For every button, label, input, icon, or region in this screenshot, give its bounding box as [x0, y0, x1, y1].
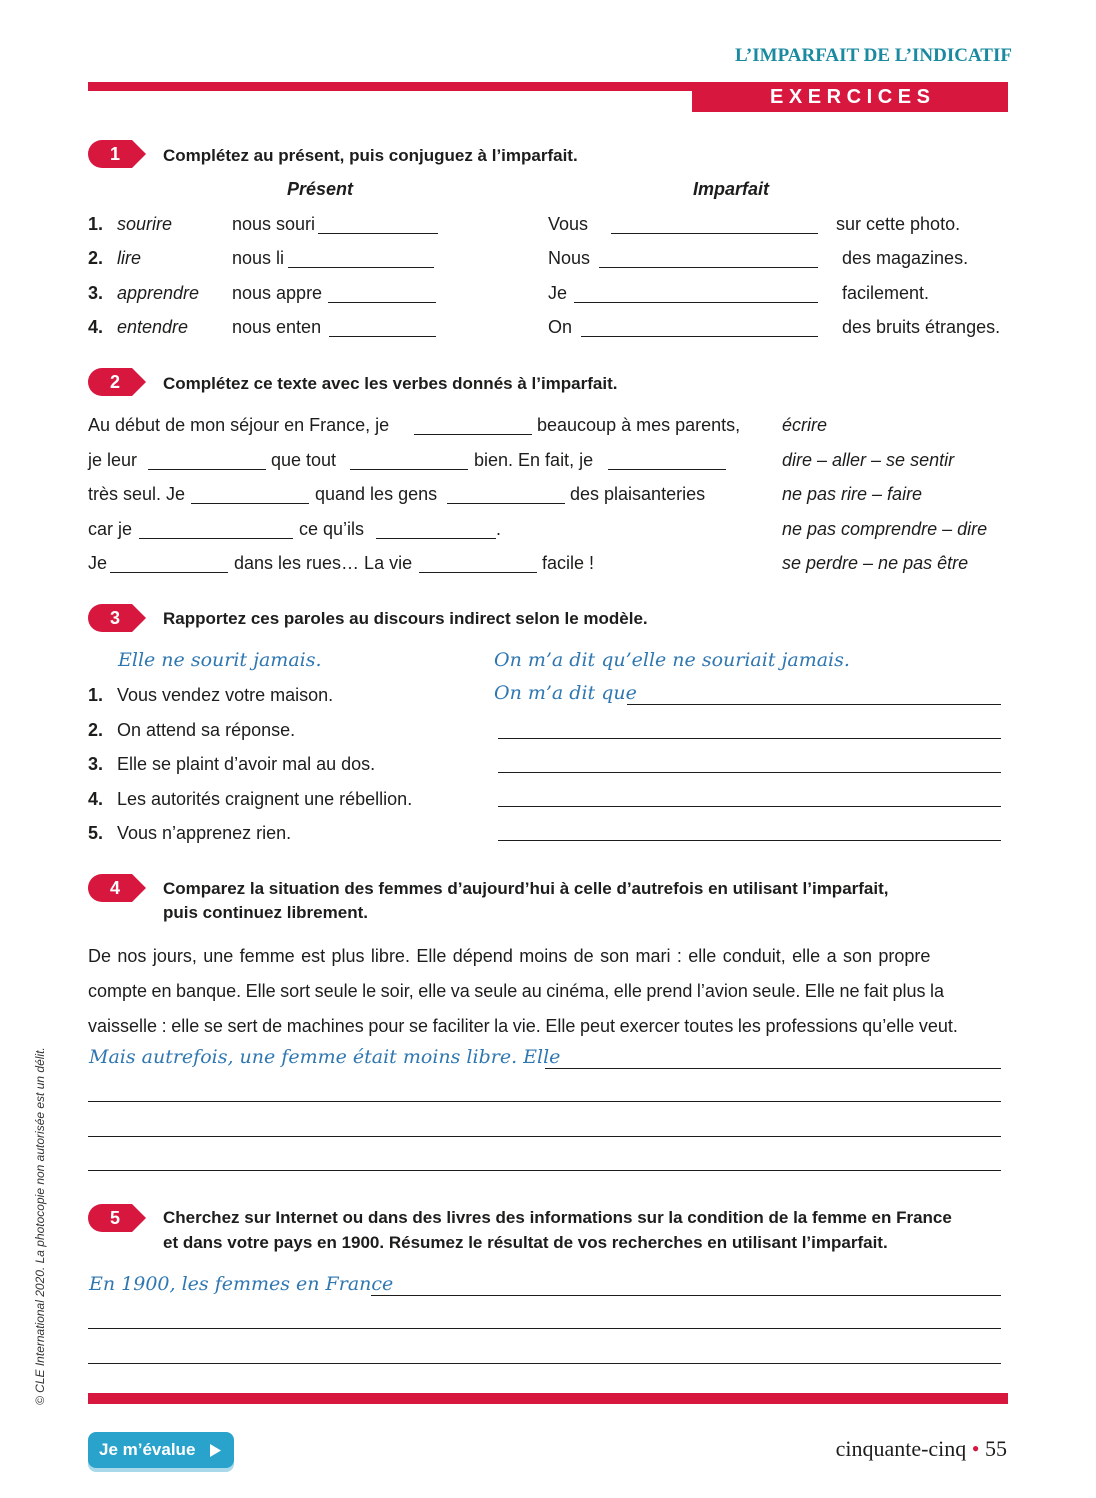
- sentence-end: facilement.: [842, 283, 930, 303]
- answer-blank[interactable]: [329, 336, 436, 337]
- text-fragment: car je: [88, 519, 133, 539]
- answer-blank[interactable]: [611, 233, 818, 234]
- answer-blank[interactable]: [288, 267, 434, 268]
- answer-blank[interactable]: [148, 469, 266, 470]
- self-assessment-label: Je m’évalue: [99, 1440, 196, 1459]
- chapter-title: L’IMPARFAIT DE L’INDICATIF: [735, 45, 1012, 66]
- imparfait-subject: On: [548, 317, 573, 337]
- answer-blank[interactable]: [608, 469, 726, 470]
- imparfait-subject: Nous: [548, 248, 591, 268]
- section-title: E X E R C I C E S: [769, 86, 931, 108]
- answer-blank[interactable]: [110, 572, 228, 573]
- page-number-words: cinquante-cinq: [835, 1436, 967, 1461]
- text-fragment: facile !: [542, 553, 595, 573]
- section-banner: [692, 82, 1008, 112]
- answer-start: Mais autrefois, une femme était moins libre. Elle: [89, 1046, 561, 1068]
- exercise-number: 3: [110, 608, 121, 628]
- verb-hint: dire – aller – se sentir: [782, 450, 955, 470]
- exercise-instruction: puis continuez librement.: [163, 903, 368, 922]
- answer-blank[interactable]: [350, 469, 468, 470]
- column-header-imparfait: Imparfait: [693, 179, 770, 199]
- answer-blank[interactable]: [447, 503, 565, 504]
- paragraph-line: vaisselle : elle se sert de machines pour se faciliter la vie. Elle peut exercer toutes les professions qu’elle veut.: [88, 1016, 958, 1036]
- page-number-digits: 55: [985, 1436, 1007, 1461]
- row-number: 3.: [88, 283, 104, 303]
- text-fragment: .: [496, 519, 502, 539]
- self-assessment-button[interactable]: [88, 1432, 234, 1468]
- model-sentence: Elle ne sourit jamais.: [118, 649, 322, 671]
- text-fragment: quand les gens: [315, 484, 438, 504]
- exercise-instruction: Rapportez ces paroles au discours indirect selon le modèle.: [163, 609, 648, 628]
- item-number: 2.: [88, 720, 104, 740]
- exercise-number: 4: [110, 878, 121, 898]
- text-fragment: ce qu’ils: [299, 519, 365, 539]
- text-fragment: dans les rues… La vie: [234, 553, 413, 573]
- answer-blank[interactable]: [498, 772, 1001, 773]
- exercise-instruction: Complétez au présent, puis conjuguez à l’imparfait.: [163, 146, 578, 165]
- answer-blank[interactable]: [545, 1068, 1001, 1069]
- answer-blank[interactable]: [627, 704, 1001, 705]
- answer-blank[interactable]: [419, 572, 537, 573]
- text-fragment: je leur: [88, 450, 138, 470]
- paragraph-line: compte en banque. Elle sort seule le soir, elle va seule au cinéma, elle prend l’avion seule. Elle ne fait plus la: [88, 981, 945, 1001]
- footer-rule: [88, 1393, 1008, 1404]
- page-number-bullet: •: [971, 1436, 980, 1461]
- answer-blank[interactable]: [414, 434, 532, 435]
- verb-infinitive: apprendre: [117, 283, 200, 303]
- text-fragment: beaucoup à mes parents,: [537, 415, 741, 435]
- verb-hint: ne pas comprendre – dire: [782, 519, 988, 539]
- paragraph-line: De nos jours, une femme est plus libre. Elle dépend moins de son mari : elle conduit, elle a son propre: [88, 946, 931, 966]
- answer-blank[interactable]: [376, 538, 496, 539]
- answer-blank[interactable]: [498, 840, 1001, 841]
- sentence-end: des bruits étranges.: [842, 317, 1001, 337]
- item-number: 3.: [88, 754, 104, 774]
- item-sentence: On attend sa réponse.: [117, 720, 296, 740]
- exercise-number: 1: [110, 144, 121, 164]
- row-number: 2.: [88, 248, 104, 268]
- verb-hint: écrire: [782, 415, 828, 435]
- answer-blank[interactable]: [318, 233, 438, 234]
- item-sentence: Elle se plaint d’avoir mal au dos.: [117, 754, 376, 774]
- text-fragment: des plaisanteries: [570, 484, 706, 504]
- item-number: 1.: [88, 685, 104, 705]
- item-number: 5.: [88, 823, 104, 843]
- text-fragment: que tout: [271, 450, 337, 470]
- exercise-number: 5: [110, 1208, 121, 1228]
- verb-hint: se perdre – ne pas être: [782, 553, 969, 573]
- column-header-present: Présent: [287, 179, 354, 199]
- answer-start: On m’a dit que: [494, 682, 637, 704]
- answer-blank[interactable]: [139, 538, 293, 539]
- exercise-instruction: Comparez la situation des femmes d’aujourd’hui à celle d’autrefois en utilisant l’imparfait,: [163, 879, 889, 898]
- answer-blank[interactable]: [191, 503, 309, 504]
- answer-blank[interactable]: [498, 806, 1001, 807]
- sentence-end: des magazines.: [842, 248, 969, 268]
- answer-blank[interactable]: [88, 1170, 1001, 1171]
- answer-blank[interactable]: [328, 302, 436, 303]
- answer-blank[interactable]: [574, 302, 818, 303]
- sentence-end: sur cette photo.: [836, 214, 961, 234]
- present-stem: nous enten: [232, 317, 322, 337]
- imparfait-subject: Vous: [548, 214, 589, 234]
- text-fragment: Au début de mon séjour en France, je: [88, 415, 390, 435]
- copyright-notice: © CLE International 2020. La photocopie non autorisée est un délit.: [33, 1047, 47, 1405]
- row-number: 1.: [88, 214, 104, 234]
- item-sentence: Les autorités craignent une rébellion.: [117, 789, 413, 809]
- verb-hint: ne pas rire – faire: [782, 484, 923, 504]
- present-stem: nous li: [232, 248, 285, 268]
- answer-blank[interactable]: [88, 1363, 1001, 1364]
- exercise-instruction: Complétez ce texte avec les verbes donnés à l’imparfait.: [163, 374, 618, 393]
- answer-blank[interactable]: [88, 1328, 1001, 1329]
- row-number: 4.: [88, 317, 104, 337]
- answer-blank[interactable]: [371, 1295, 1001, 1296]
- text-fragment: Je: [88, 553, 108, 573]
- answer-blank[interactable]: [498, 738, 1001, 739]
- answer-start: En 1900, les femmes en France: [89, 1273, 394, 1295]
- exercise-instruction: Cherchez sur Internet ou dans des livres des informations sur la condition de la femme en France: [163, 1208, 952, 1227]
- imparfait-subject: Je: [548, 283, 568, 303]
- present-stem: nous appre: [232, 283, 323, 303]
- item-sentence: Vous n’apprenez rien.: [117, 823, 292, 843]
- answer-blank[interactable]: [599, 267, 818, 268]
- verb-infinitive: sourire: [117, 214, 173, 234]
- exercise-number: 2: [110, 372, 121, 392]
- model-answer: On m’a dit qu’elle ne souriait jamais.: [494, 649, 850, 671]
- item-sentence: Vous vendez votre maison.: [117, 685, 334, 705]
- answer-blank[interactable]: [88, 1101, 1001, 1102]
- verb-infinitive: entendre: [117, 317, 189, 337]
- text-fragment: bien. En fait, je: [474, 450, 594, 470]
- exercise-instruction: et dans votre pays en 1900. Résumez le résultat de vos recherches en utilisant l’imparfait.: [163, 1233, 888, 1252]
- answer-blank[interactable]: [581, 336, 818, 337]
- verb-infinitive: lire: [117, 248, 142, 268]
- present-stem: nous souri: [232, 214, 316, 234]
- item-number: 4.: [88, 789, 104, 809]
- play-arrow-icon: [210, 1444, 221, 1457]
- answer-blank[interactable]: [88, 1136, 1001, 1137]
- page-number: [836, 1436, 1007, 1462]
- text-fragment: très seul. Je: [88, 484, 186, 504]
